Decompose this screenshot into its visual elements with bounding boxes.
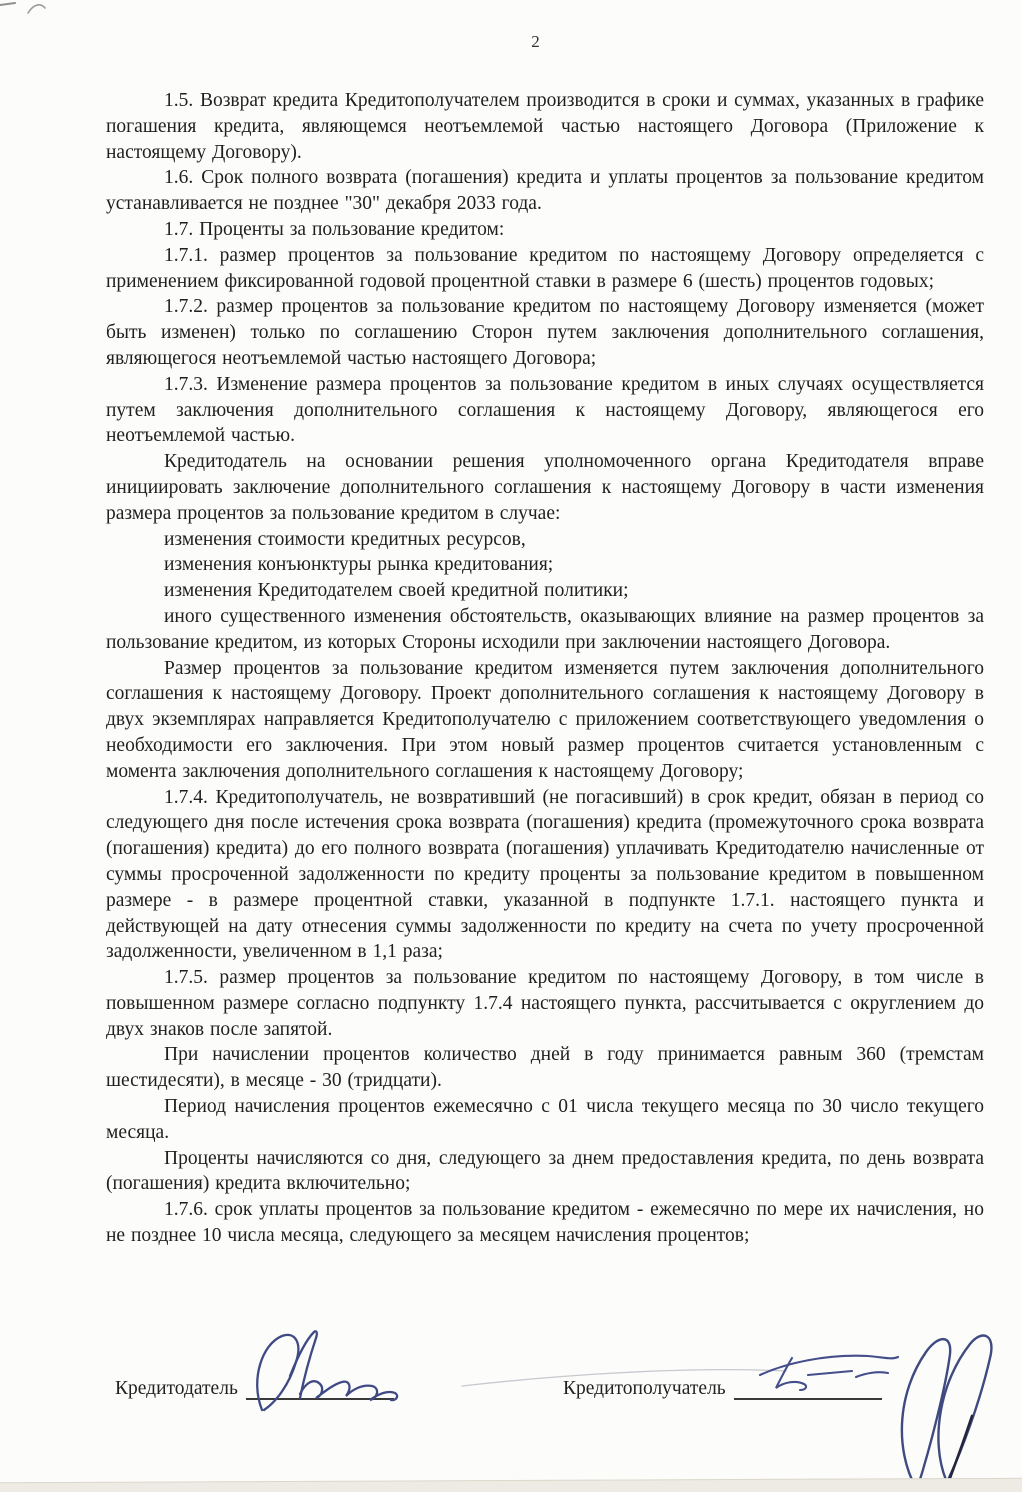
borrower-label: Кредитополучатель (563, 1378, 726, 1399)
clause-amendment-procedure: Размер процентов за пользование кредитом изменяется путем заключения дополнительного соглашения к настоящему Договору. Проект дополнительного соглашения к настоящему Договору в двух экземплярах направляется Кредитополучателю с приложением соответствующего уведомления о необходимости его заключения. При этом новый размер процентов считается установленным с момента заключения дополнительного соглашения к настоящему Договору; (106, 657, 984, 782)
scan-bottom-edge (0, 1478, 1022, 1492)
list-item-other: иного существенного изменения обстоятельств, оказывающих влияние на размер процентов за пользование кредитом, из которых Стороны исходили при заключении настоящего Договора. (106, 605, 984, 653)
list-item-policy: изменения Кредитодателем своей кредитной политики; (164, 580, 629, 602)
creditor-signature-line (246, 1397, 394, 1400)
edge-large-signature (888, 1330, 1022, 1492)
clause-1-7-6: 1.7.6. срок уплаты процентов за пользование кредитом - ежемесячно по мере их начисления, но не позднее 10 числа месяца, следующего за месяцем начисления процентов; (106, 1199, 984, 1247)
creditor-signature (246, 1330, 411, 1415)
clause-day-count: При начислении процентов количество дней в году принимается равным 360 (тремстам шестидесяти), в месяце - 30 (тридцати). (106, 1044, 984, 1092)
list-item-resources: изменения стоимости кредитных ресурсов, (164, 528, 526, 550)
clause-1-7-3: 1.7.3. Изменение размера процентов за пользование кредитом в иных случаях осуществляется путем заключения дополнительного соглашения к настоящему Договору, являющегося его неотъемлемой частью. (106, 373, 984, 447)
clause-1-7: 1.7. Проценты за пользование кредитом: (164, 218, 505, 240)
borrower-signature-area (563, 1378, 882, 1400)
clause-1-5: 1.5. Возврат кредита Кредитополучателем производится в сроки и суммах, указанных в графике погашения кредита, являющемся неотъемлемой частью настоящего Договора (Приложение к настоящему Договору). (106, 90, 984, 163)
clause-1-7-4: 1.7.4. Кредитополучатель, не возвративший (не погасивший) в срок кредит, обязан в период со следующего дня после истечения срока возврата (погашения) кредита (промежуточного срока возврата (погашения) кредита) до его полного возврата (погашения) уплачивать Кредитодателю начисленные от суммы просроченной задолженности по кредиту проценты за пользование кредитом в повышенном размере - в размере процентной ставки, указанной в подпункте 1.7.1. настоящего пункта и действующей на дату отнесения суммы задолженности по кредиту на счета по учету просроченной задолженности, увеличенном в 1,1 раза; (106, 786, 984, 963)
clause-1-7-5: 1.7.5. размер процентов за пользование кредитом по настоящему Договору, в том числе в повышенном размере согласно подпункту 1.7.4 настоящего пункта, рассчитывается с округлением до двух знаков после запятой. (106, 967, 984, 1040)
clause-1-6: 1.6. Срок полного возврата (погашения) кредита и уплаты процентов за пользование кредитом устанавливается не позднее "30" декабря 2033 года. (106, 167, 984, 215)
clause-accrual-days: Проценты начисляются со дня, следующего за днем предоставления кредита, по день возврата (погашения) кредита включительно; (106, 1147, 984, 1195)
creditor-signature-area (115, 1378, 394, 1400)
clause-1-7-2: 1.7.2. размер процентов за пользование кредитом по настоящему Договору изменяется (может быть изменен) только по соглашению Сторон путем заключения дополнительного соглашения, являющегося неотъемлемой частью настоящего Договора; (106, 296, 984, 369)
page-number: 2 (531, 32, 541, 51)
clause-initiation: Кредитодатель на основании решения уполномоченного органа Кредитодателя вправе инициировать заключение дополнительного соглашения к настоящему Договору в части изменения размера процентов за пользование кредитом в случае: (106, 451, 984, 524)
creditor-label: Кредитодатель (115, 1378, 238, 1399)
clause-accrual-period: Период начисления процентов ежемесячно с 01 числа текущего месяца по 30 число текущего месяца. (106, 1096, 984, 1143)
document-body (106, 88, 984, 1249)
list-item-market: изменения конъюнктуры рынка кредитования; (164, 554, 554, 576)
clause-1-7-1: 1.7.1. размер процентов за пользование кредитом по настоящему Договору определяется с применением фиксированной годовой процентной ставки в размере 6 (шесть) процентов годовых; (106, 244, 984, 292)
borrower-signature-line (734, 1397, 882, 1400)
pen-mark-artifact (0, 0, 120, 30)
